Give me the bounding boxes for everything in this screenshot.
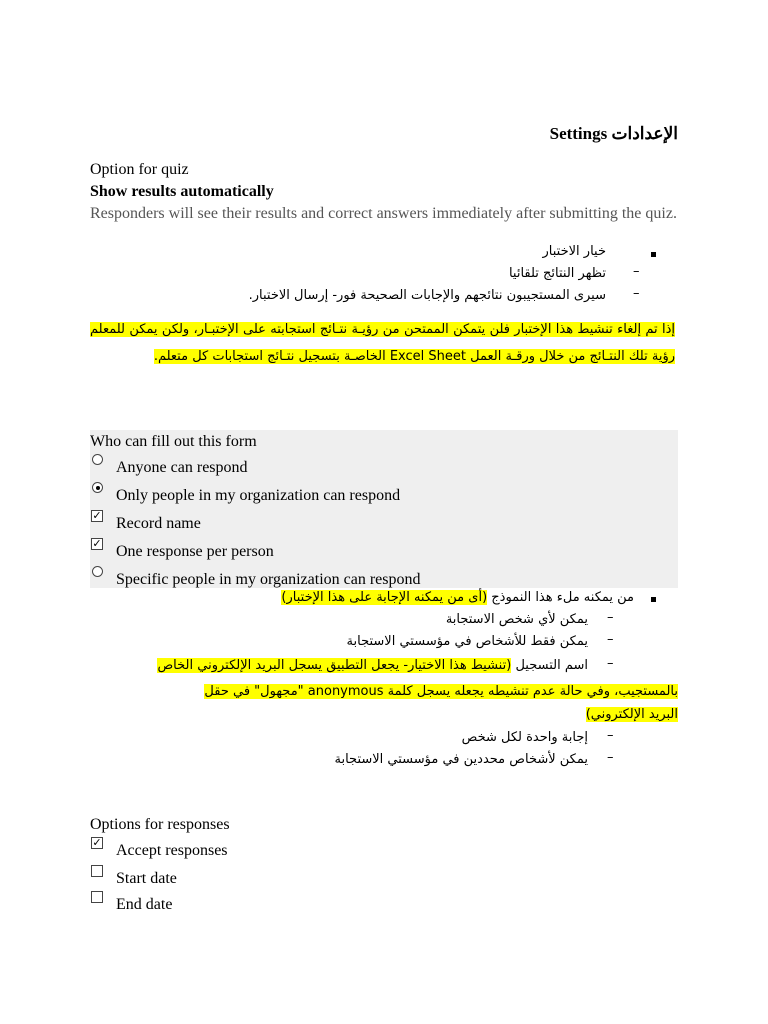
option-label: Record name <box>116 515 201 532</box>
dash-marker: – <box>633 286 640 301</box>
radio-selected-icon[interactable] <box>92 482 103 493</box>
form-ar-dash1: يمكن لأي شخص الاستجابة <box>445 612 588 627</box>
radio-icon[interactable] <box>92 454 103 465</box>
form-ar-dash3-highlight: (تنشيط هذا الاختيار- يجعل التطبيق يسجل البريد الإلكتروني الخاص <box>157 658 512 673</box>
form-ar-dash3-highlight: بالمستجيب، وفي حالة عدم تنشيطه يجعله يسجل كلمة anonymous "مجهول" في حقل <box>204 684 678 699</box>
quiz-ar-note <box>90 316 675 370</box>
form-ar-bullet-text: من يمكنه ملء هذا النموذج <box>491 590 634 605</box>
form-heading: Who can fill out this form <box>90 433 257 450</box>
quiz-ar-note-text: إذا تم إلغاء تنشيط هذا الإختبار فلن يتمكن الممتحن من رؤيـة نتـائج استجابته على الإختبـار، ولكن يمكن للمعلم رؤية تلك النتـائج من خلال ورقـة العمل Excel Sheet الخاصـة بتسجيل نتـائج استجابات كل متعلم. <box>90 322 675 364</box>
bullet-marker <box>651 597 656 602</box>
form-ar-dash2: يمكن فقط للأشخاص في مؤسستي الاستجابة <box>346 634 588 649</box>
form-ar-dash3-text: اسم التسجيل <box>515 658 588 673</box>
responses-heading: Options for responses <box>90 816 230 833</box>
checkbox-checked-icon[interactable]: ✓ <box>92 836 102 849</box>
form-ar-dash3-line2 <box>204 682 678 702</box>
option-label: Anyone can respond <box>116 459 248 476</box>
option-label: One response per person <box>116 543 274 560</box>
quiz-ar-dash1: تظهر النتائج تلقائيا <box>508 266 606 281</box>
quiz-description: Responders will see their results and correct answers immediately after submitting the quiz. <box>90 205 677 222</box>
dash-marker: – <box>607 750 614 765</box>
form-ar-dash4: إجابة واحدة لكل شخص <box>461 730 588 745</box>
dash-marker: – <box>607 656 614 671</box>
option-label: Specific people in my organization can respond <box>116 571 421 588</box>
form-ar-dash3-line3 <box>586 705 678 725</box>
dash-marker: – <box>633 264 640 279</box>
checkbox-icon[interactable] <box>91 891 103 903</box>
option-label: Start date <box>116 870 177 887</box>
title-ar: الإعدادات <box>611 124 678 143</box>
option-label: Accept responses <box>116 842 228 859</box>
quiz-subheading: Show results automatically <box>90 183 274 200</box>
form-ar-bullet <box>281 588 634 608</box>
form-ar-dash3-highlight: البريد الإلكتروني) <box>585 707 678 722</box>
dash-marker: – <box>607 610 614 625</box>
radio-icon[interactable] <box>92 566 103 577</box>
page-title <box>550 124 678 144</box>
title-en: Settings <box>549 124 608 143</box>
checkbox-checked-icon[interactable]: ✓ <box>92 537 102 550</box>
form-ar-dash3 <box>157 656 588 676</box>
bullet-marker <box>651 252 656 257</box>
quiz-heading: Option for quiz <box>90 161 189 178</box>
checkbox-checked-icon[interactable]: ✓ <box>92 509 102 522</box>
form-settings-panel <box>90 430 678 588</box>
quiz-ar-dash2: سيرى المستجيبون نتائجهم والإجابات الصحيحة فور- إرسال الاختبار. <box>248 288 606 303</box>
form-ar-bullet-highlight: (أى من يمكنه الإجابة على هذا الإختبار) <box>281 590 488 605</box>
quiz-ar-bullet: خيار الاختبار <box>542 244 606 259</box>
dash-marker: – <box>607 728 614 743</box>
checkbox-icon[interactable] <box>91 865 103 877</box>
dash-marker: – <box>607 632 614 647</box>
form-ar-dash5: يمكن لأشخاص محددين في مؤسستي الاستجابة <box>334 752 588 767</box>
option-label: End date <box>116 896 173 913</box>
option-label: Only people in my organization can respond <box>116 487 401 504</box>
